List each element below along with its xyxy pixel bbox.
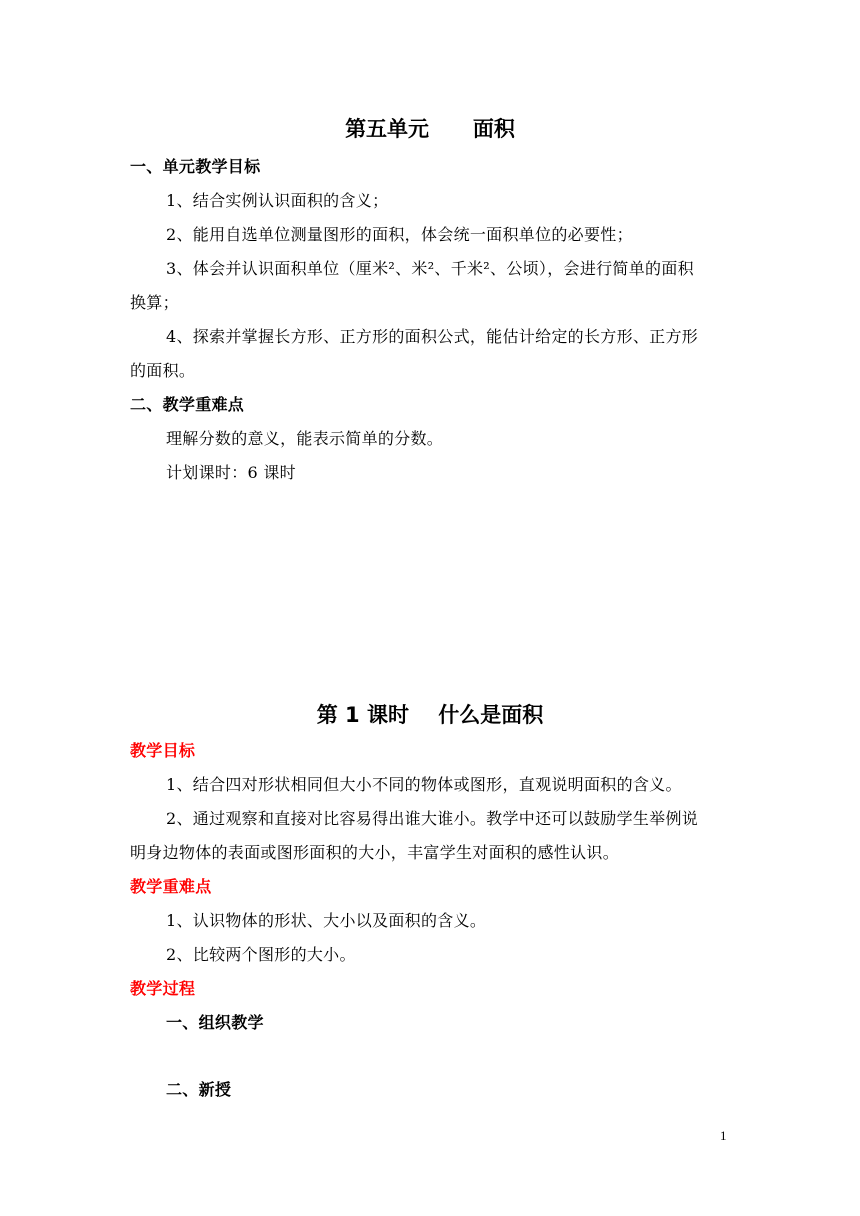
unit-title: 第五单元 面积 [345,117,515,141]
unit-goal-1: 1、结合实例认识面积的含义； [166,191,389,210]
lesson-keypoint-1: 1、认识物体的形状、大小以及面积的含义。 [166,911,487,930]
unit-goal-2: 2、能用自选单位测量图形的面积，体会统一面积单位的必要性； [166,225,633,244]
lesson-goals-heading: 教学目标 [130,741,196,760]
page-number: 1 [720,1128,727,1143]
lesson-keypoint-2: 2、比较两个图形的大小。 [166,945,356,964]
lesson-goal-2-line-2: 明身边物体的表面或图形面积的大小，丰富学生对面积的感性认识。 [130,843,620,862]
unit-keypoints-heading: 二、教学重难点 [130,395,245,414]
lesson-keypoints-heading: 教学重难点 [130,877,212,896]
unit-section [130,150,730,490]
unit-goals-heading: 一、单元教学目标 [130,157,261,176]
unit-goal-4-line-1: 4、探索并掌握长方形、正方形的面积公式，能估计给定的长方形、正方形 [166,327,699,346]
unit-goal-4-line-2: 的面积。 [130,361,196,380]
lesson-goal-1: 1、结合四对形状相同但大小不同的物体或图形，直观说明面积的含义。 [166,775,682,794]
unit-goal-3-line-2: 换算； [130,293,179,312]
lesson-title: 第 1 课时 什么是面积 [316,703,544,727]
lesson-section [130,734,730,1040]
lesson-section-cont [130,1073,730,1107]
lesson-step-1: 一、组织教学 [166,1013,264,1032]
unit-keypoint: 理解分数的意义，能表示简单的分数。 [166,429,444,448]
unit-goal-3-line-1: 3、体会并认识面积单位（厘米²、米²、千米²、公顷），会进行简单的面积 [166,259,694,278]
lesson-step-2: 二、新授 [166,1080,232,1099]
unit-hours: 计划课时：6 课时 [166,463,296,482]
lesson-goal-2-line-1: 2、通过观察和直接对比容易得出谁大谁小。教学中还可以鼓励学生举例说 [166,809,699,828]
lesson-process-heading: 教学过程 [130,979,196,998]
